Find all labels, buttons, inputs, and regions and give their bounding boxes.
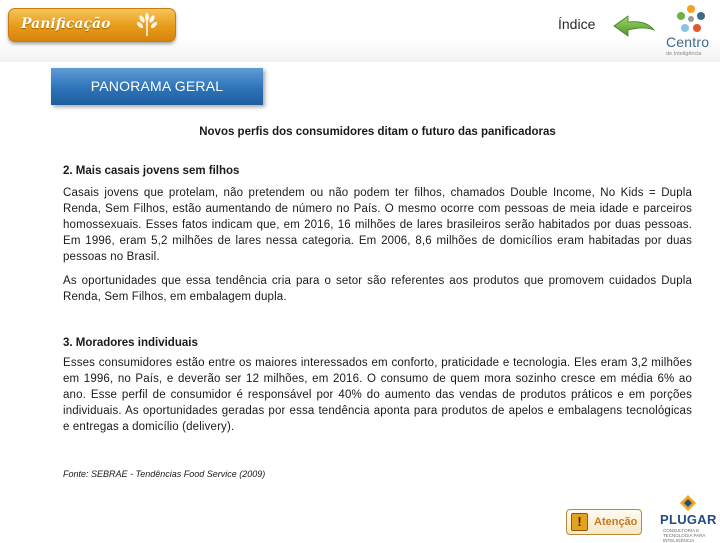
logo-title: Centro <box>666 34 710 50</box>
top-bar <box>0 0 720 62</box>
warning-icon: ! <box>571 513 588 531</box>
centro-logo-icon <box>674 4 708 36</box>
article-title: Novos perfis dos consumidores ditam o futuro das panificadoras <box>199 126 556 138</box>
brand-badge[interactable] <box>8 8 176 42</box>
logo-subtitle: de Inteligência <box>666 51 702 57</box>
section-heading: 2. Mais casais jovens sem filhos <box>63 165 240 177</box>
paragraph: As oportunidades que essa tendência cria para o setor são referentes aos produtos que promovem cuidados Dupla Renda, Sem Filhos, em embalagem dupla. <box>63 275 692 303</box>
wheat-icon <box>133 13 161 37</box>
back-arrow-icon[interactable] <box>612 14 656 38</box>
source-note: Fonte: SEBRAE - Tendências Food Service (2009) <box>63 469 266 479</box>
paragraph: Esses consumidores estão entre os maiores interessados em conforto, praticidade e tecnologia. Eles eram 3,2 milhões em 1996, no País, e deverão ser 12 milhões, em 2016. O consumo de quem mora sozinho cresce em média 6% ao ano. Esse perfil de consumidor é responsável por 40% do aumento das vendas de produtos práticos e em porções individuais. As oportunidades geradas por essa tendência aponta para produtos de apelos e embalagens tecnológicas e entregas a domicílio (delivery). <box>63 357 692 433</box>
plugar-name: PLUGAR <box>660 512 717 527</box>
section-title: PANORAMA GERAL <box>90 78 224 94</box>
brand-label: Panificação <box>21 16 111 32</box>
plugar-tagline: CONSULTORIA E TECNOLOGIA PARA INTELIGÊNCIA <box>663 528 706 543</box>
section-heading: 3. Moradores individuais <box>63 337 198 349</box>
plugar-logo-icon <box>678 494 698 514</box>
attention-label: Atenção <box>594 516 638 528</box>
index-link[interactable]: Índice <box>558 16 596 32</box>
article <box>63 118 692 488</box>
paragraph: Casais jovens que protelam, não pretendem ou não podem ter filhos, chamados Double Income, No Kids = Dupla Renda, Sem Filhos, estão aumentando de número no País. O mesmo ocorre com pessoas de meia idade e parceiros homossexuais. Esses fatos indicam que, em 2016, 16 milhões de lares brasileiros serão habitados por duas pessoas. Em 1996, eram 5,2 milhões de lares nessa categoria. Em 2006, 8,6 milhões de domicílios eram habitadas por duas pessoas no Brasil. <box>63 187 692 263</box>
attention-button[interactable] <box>566 509 642 535</box>
section-tab <box>51 68 263 105</box>
